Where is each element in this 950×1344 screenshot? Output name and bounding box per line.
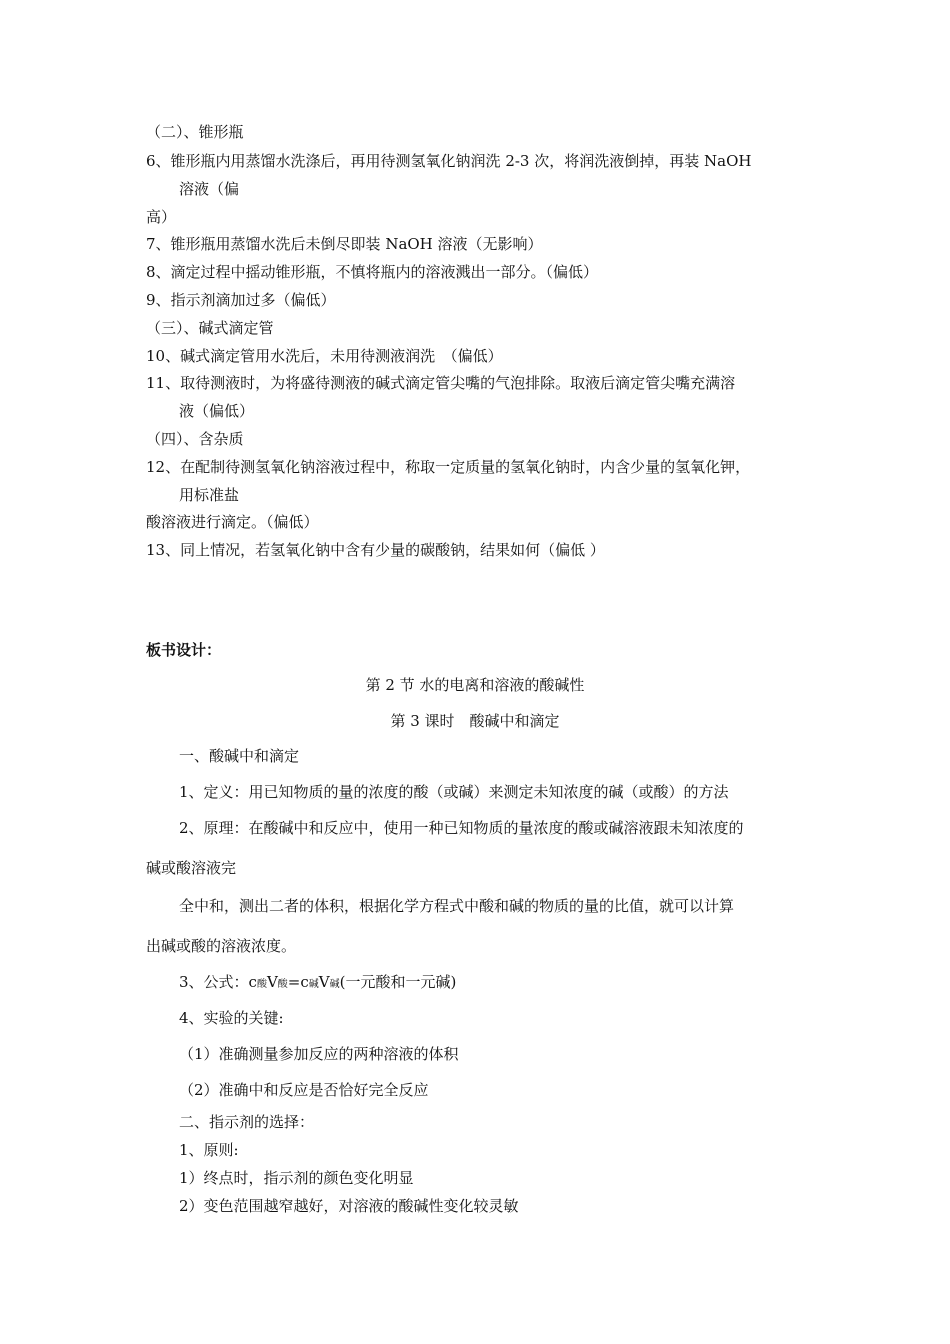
formula-equals-c-base: =c [287,973,309,991]
principle-point-1: 1）终点时，指示剂的颜色变化明显 [179,1169,414,1187]
principle-heading: 1、原则: [179,1141,239,1159]
key-2: （2）准确中和反应是否恰好完全反应 [179,1081,429,1099]
formula-sub-base-1: 碱 [308,979,319,990]
item-10: 10、碱式滴定管用水洗后，未用待测液润洗 （偏低） [146,347,503,365]
item-12-line3: 酸溶液进行滴定。（偏低） [146,513,319,531]
item-8: 8、滴定过程中摇动锥形瓶，不慎将瓶内的溶液溅出一部分。（偏低） [146,263,599,281]
definition: 1、定义：用已知物质的量的浓度的酸（或碱）来测定未知浓度的碱（或酸）的方法 [179,783,729,801]
formula-prefix: 3、公式： [179,973,249,991]
board-design-heading: 板书设计： [146,641,222,659]
item-11-line2: 液（偏低） [179,402,255,420]
formula-v-base: V [318,973,330,991]
principle-line1: 2、原理：在酸碱中和反应中，使用一种已知物质的量浓度的酸或碱溶液跟未知浓度的 [179,819,744,837]
formula-suffix: (一元酸和一元碱) [339,973,457,991]
part-2-heading: 二、指示剂的选择： [179,1113,315,1131]
heading-impurities: （四）、含杂质 [146,430,244,448]
formula-sub-acid-1: 酸 [256,979,267,990]
part-1-heading: 一、酸碱中和滴定 [179,747,300,765]
formula-sub-acid-2: 酸 [277,979,288,990]
item-12-line2: 用标准盐 [179,486,240,504]
item-6-line2: 溶液（偏 [179,180,240,198]
principle-point-2: 2）变色范围越窄越好，对溶液的酸碱性变化较灵敏 [179,1197,519,1215]
formula-v-acid: V [266,973,278,991]
key-1: （1）准确测量参加反应的两种溶液的体积 [179,1045,459,1063]
section-title: 第 2 节 水的电离和溶液的酸碱性 [365,676,585,694]
heading-conical-flask: （二）、锥形瓶 [146,123,244,141]
item-7: 7、锥形瓶用蒸馏水洗后未倒尽即装 NaOH 溶液（无影响） [146,235,543,253]
principle-line4: 出碱或酸的溶液浓度。 [146,937,297,955]
item-6-line1: 6、锥形瓶内用蒸馏水洗涤后，再用待测氢氧化钠润洗 2-3 次，将润洗液倒掉，再装 NaOH [146,152,752,170]
formula-sub-base-2: 碱 [329,979,340,990]
item-6-line3: 高） [146,208,177,226]
formula-c-acid: c [248,973,257,991]
principle-line3: 全中和，测出二者的体积，根据化学方程式中酸和碱的物质的量的比值，就可以计算 [179,897,735,915]
formula-line [179,972,456,995]
item-11-line1: 11、取待测液时，为将盛待测液的碱式滴定管尖嘴的气泡排除。取液后滴定管尖嘴充满溶 [146,374,736,392]
lesson-title: 第 3 课时 酸碱中和滴定 [390,712,560,730]
principle-line2: 碱或酸溶液完 [146,859,237,877]
item-13: 13、同上情况，若氢氧化钠中含有少量的碳酸钠，结果如何（偏低 ） [146,541,605,559]
experiment-key: 4、实验的关键: [179,1009,284,1027]
heading-base-burette: （三）、碱式滴定管 [146,319,274,337]
item-9: 9、指示剂滴加过多（偏低） [146,291,336,309]
item-12-line1: 12、在配制待测氢氧化钠溶液过程中，称取一定质量的氢氧化钠时，内含少量的氢氧化钾， [146,458,751,476]
